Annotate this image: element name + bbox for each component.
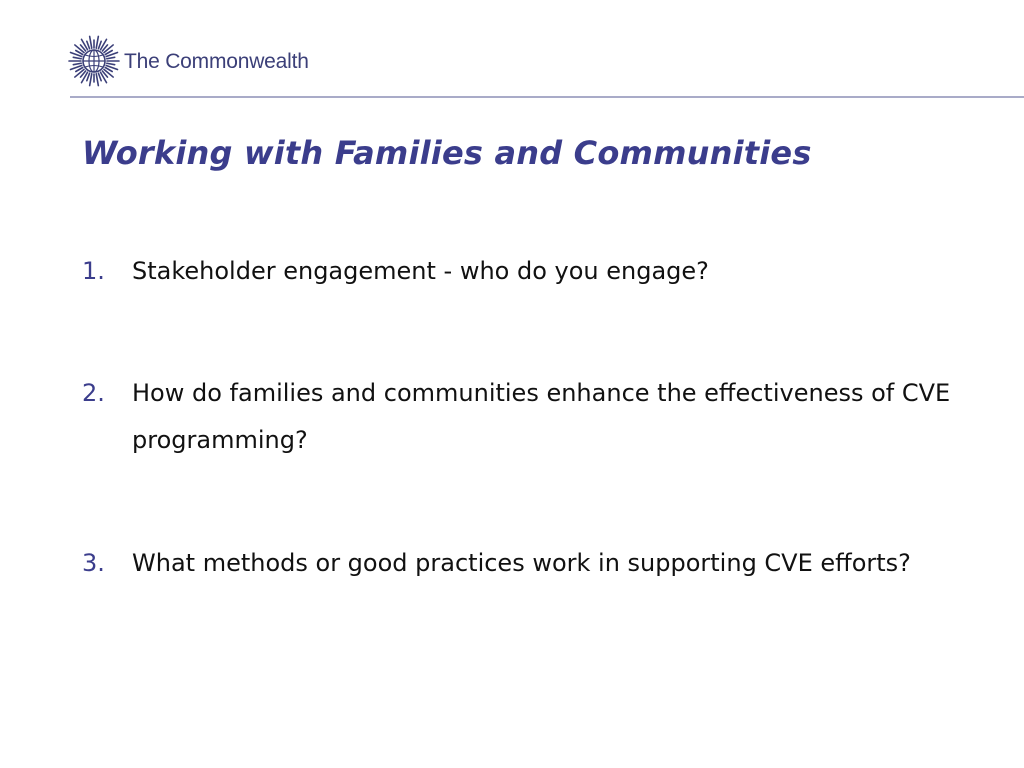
list-item <box>82 370 982 464</box>
header <box>68 32 309 90</box>
list-item-number: 3. <box>82 549 105 577</box>
list-item-text: Stakeholder engagement - who do you engage? <box>132 257 709 285</box>
header-divider <box>70 96 1024 98</box>
list-item-number: 1. <box>82 257 105 285</box>
commonwealth-globe-icon <box>68 35 120 87</box>
list-item <box>82 248 982 295</box>
list-item-text: What methods or good practices work in supporting CVE efforts? <box>132 549 911 577</box>
list-item-number: 2. <box>82 379 105 407</box>
list-item <box>82 540 982 587</box>
slide-title: Working with Families and Communities <box>82 134 812 172</box>
list-item-text: How do families and communities enhance the effectiveness of CVE programming? <box>132 379 951 454</box>
logo-text: The Commonwealth <box>124 49 309 73</box>
